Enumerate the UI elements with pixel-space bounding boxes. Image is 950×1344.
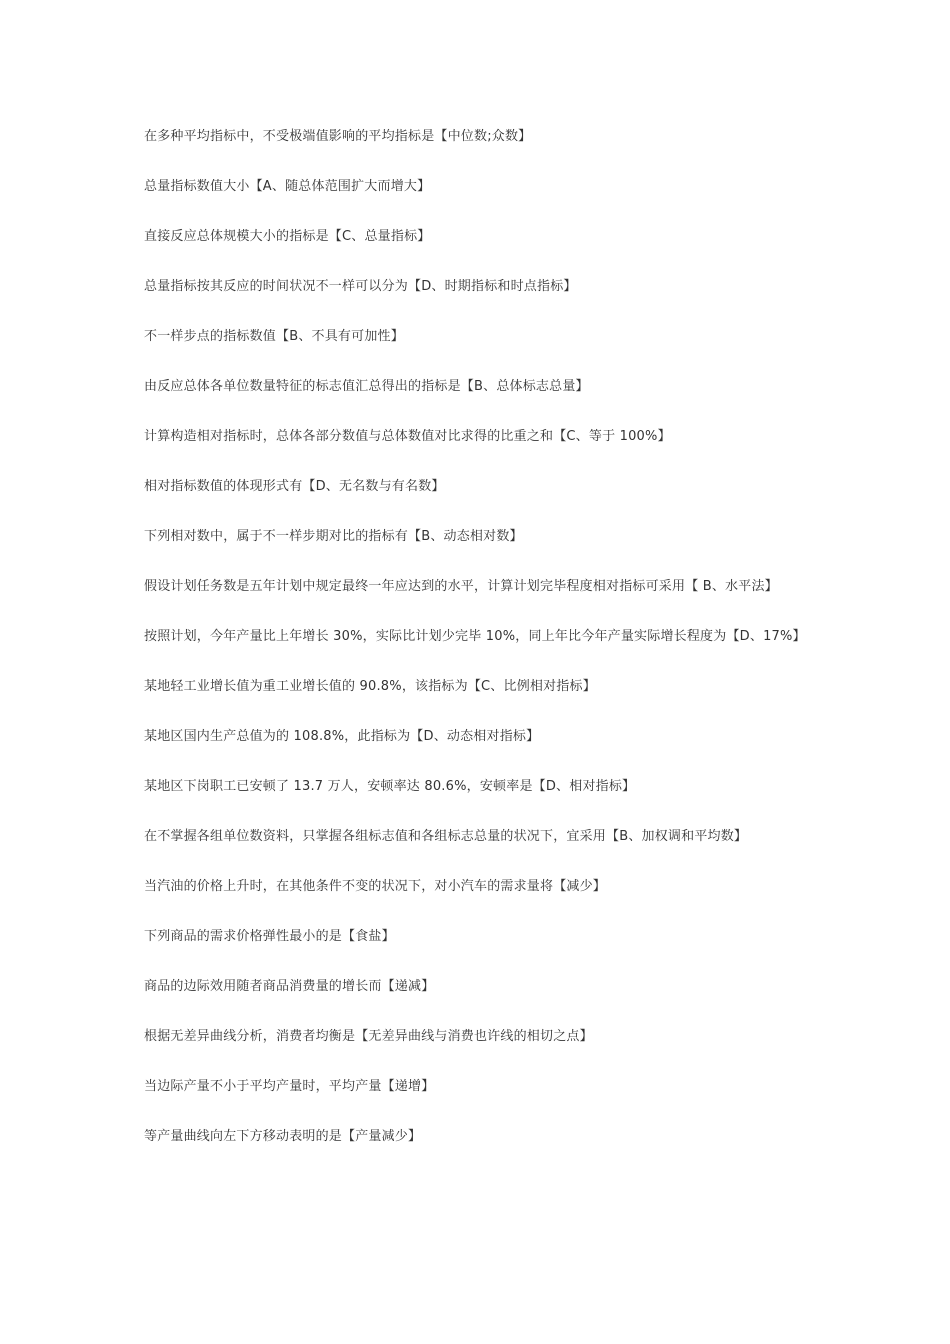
question-line-18: 商品的边际效用随者商品消费量的增长而【递减】: [144, 979, 435, 994]
question-line-3: 直接反应总体规模大小的指标是【C、总量指标】: [144, 229, 431, 244]
question-line-12: 某地轻工业增长值为重工业增长值的 90.8%，该指标为【C、比例相对指标】: [144, 679, 596, 694]
document-body: [144, 124, 810, 1174]
question-line-4: 总量指标按其反应的时间状况不一样可以分为【D、时期指标和时点指标】: [144, 279, 577, 294]
question-line-9: 下列相对数中，属于不一样步期对比的指标有【B、动态相对数】: [144, 529, 523, 544]
question-line-13: 某地区国内生产总值为的 108.8%，此指标为【D、动态相对指标】: [144, 729, 540, 744]
question-line-14: 某地区下岗职工已安顿了 13.7 万人，安顿率达 80.6%，安顿率是【D、相对指标】: [144, 779, 636, 794]
question-line-10: 假设计划任务数是五年计划中规定最终一年应达到的水平，计算计划完毕程度相对指标可采用【 B、水平法】: [144, 579, 778, 594]
question-line-11: 按照计划，今年产量比上年增长 30%，实际比计划少完毕 10%，同上年比今年产量实际增长程度为【D、17%】: [144, 629, 806, 644]
question-line-5: 不一样步点的指标数值【B、不具有可加性】: [144, 329, 404, 344]
question-line-21: 等产量曲线向左下方移动表明的是【产量减少】: [144, 1129, 422, 1144]
question-line-2: 总量指标数值大小【A、随总体范围扩大而增大】: [144, 179, 431, 194]
question-line-20: 当边际产量不小于平均产量时，平均产量【递增】: [144, 1079, 435, 1094]
question-line-15: 在不掌握各组单位数资料，只掌握各组标志值和各组标志总量的状况下，宜采用【B、加权调和平均数】: [144, 829, 748, 844]
question-line-6: 由反应总体各单位数量特征的标志值汇总得出的指标是【B、总体标志总量】: [144, 379, 589, 394]
question-line-19: 根据无差异曲线分析，消费者均衡是【无差异曲线与消费也许线的相切之点】: [144, 1029, 593, 1044]
question-line-17: 下列商品的需求价格弹性最小的是【食盐】: [144, 929, 395, 944]
question-line-7: 计算构造相对指标时，总体各部分数值与总体数值对比求得的比重之和【C、等于 100%】: [144, 429, 671, 444]
question-line-8: 相对指标数值的体现形式有【D、无名数与有名数】: [144, 479, 445, 494]
question-line-16: 当汽油的价格上升时，在其他条件不变的状况下，对小汽车的需求量将【减少】: [144, 879, 607, 894]
question-line-1: 在多种平均指标中，不受极端值影响的平均指标是【中位数;众数】: [144, 129, 532, 144]
